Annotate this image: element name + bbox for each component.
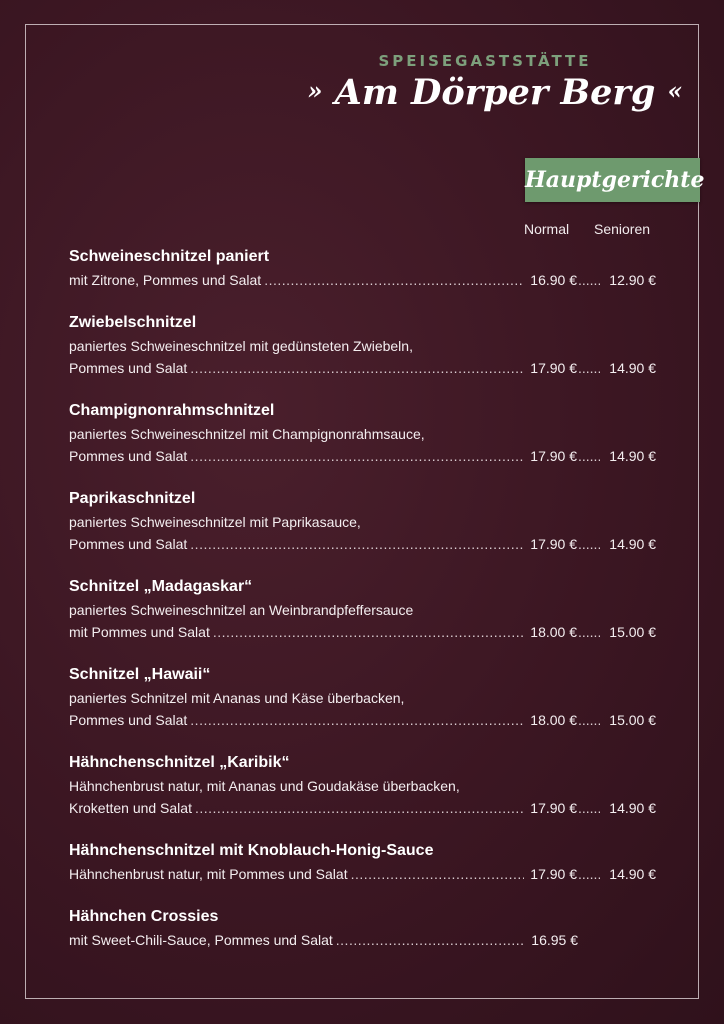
- item-description: Hähnchenbrust natur, mit Pommes und Salat: [69, 866, 348, 882]
- dot-leader: [578, 445, 600, 467]
- item-description: mit Sweet-Chili-Sauce, Pommes und Salat: [69, 932, 333, 948]
- dot-leader: [578, 797, 600, 819]
- price-normal: 17.90 €: [530, 448, 577, 464]
- menu-item: [69, 312, 656, 379]
- price-normal: 17.90 €: [530, 866, 577, 882]
- menu-item: [69, 488, 656, 555]
- item-description: paniertes Schweineschnitzel mit Paprikasauce,: [69, 514, 361, 530]
- menu-item: [69, 246, 656, 291]
- item-name: Hähnchenschnitzel „Karibik“: [69, 754, 290, 771]
- price-senior: 12.90 €: [609, 272, 656, 288]
- item-description: paniertes Schweineschnitzel an Weinbrandpfeffersauce: [69, 602, 414, 618]
- dot-leader: [264, 269, 524, 291]
- item-name: Champignonrahmschnitzel: [69, 402, 275, 419]
- item-price-line: [69, 929, 656, 951]
- section-tag: [525, 158, 705, 202]
- item-description: paniertes Schweineschnitzel mit Champignonrahmsauce,: [69, 426, 425, 442]
- restaurant-title: [300, 72, 690, 113]
- price-senior: 14.90 €: [609, 448, 656, 464]
- price-normal: 18.00 €: [530, 712, 577, 728]
- price-senior: 15.00 €: [609, 624, 656, 640]
- item-description: Pommes und Salat: [69, 712, 188, 728]
- price-senior: 14.90 €: [609, 800, 656, 816]
- price-normal: 16.95 €: [531, 932, 578, 948]
- item-price-line: [69, 357, 656, 379]
- dot-leader: [190, 533, 524, 555]
- price-normal: 18.00 €: [530, 624, 577, 640]
- dot-leader: [578, 357, 600, 379]
- price-normal: 17.90 €: [530, 360, 577, 376]
- menu-item: [69, 840, 656, 885]
- item-name: Zwiebelschnitzel: [69, 314, 197, 331]
- item-description: Kroketten und Salat: [69, 800, 192, 816]
- menu-item: [69, 664, 656, 731]
- column-header-senioren: Senioren: [594, 221, 651, 237]
- quote-open: »: [307, 76, 323, 105]
- dot-leader: [190, 357, 524, 379]
- item-description: mit Pommes und Salat: [69, 624, 210, 640]
- item-price-line: [69, 709, 656, 731]
- item-description: Pommes und Salat: [69, 448, 188, 464]
- dot-leader: [578, 621, 600, 643]
- dot-leader: [213, 621, 524, 643]
- item-description: paniertes Schnitzel mit Ananas und Käse überbacken,: [69, 690, 405, 706]
- item-description: Pommes und Salat: [69, 536, 188, 552]
- item-description: mit Zitrone, Pommes und Salat: [69, 272, 262, 288]
- price-normal: 17.90 €: [530, 800, 577, 816]
- price-senior: 15.00 €: [609, 712, 656, 728]
- item-price-line: [69, 863, 656, 885]
- item-description: Hähnchenbrust natur, mit Ananas und Goudakäse überbacken,: [69, 778, 460, 794]
- restaurant-name: Am Dörper Berg: [334, 72, 656, 113]
- price-normal: 16.90 €: [530, 272, 577, 288]
- dot-leader: [336, 929, 525, 951]
- dot-leader: [190, 709, 524, 731]
- dot-leader: [578, 269, 600, 291]
- dot-leader: [578, 863, 600, 885]
- quote-close: «: [667, 76, 683, 105]
- item-name: Paprikaschnitzel: [69, 490, 196, 507]
- section-label: Hauptgerichte: [525, 167, 705, 193]
- dot-leader: [195, 797, 524, 819]
- dot-leader: [578, 533, 600, 555]
- item-description: Pommes und Salat: [69, 360, 188, 376]
- item-price-line: [69, 445, 656, 467]
- menu-item: [69, 906, 656, 951]
- column-header-normal: Normal: [524, 221, 570, 237]
- restaurant-subtitle: SPEISEGASTSTÄTTE: [378, 52, 592, 70]
- price-senior: 14.90 €: [609, 360, 656, 376]
- item-name: Hähnchenschnitzel mit Knoblauch-Honig-Sauce: [69, 842, 434, 859]
- item-name: Schnitzel „Hawaii“: [69, 666, 211, 683]
- price-normal: 17.90 €: [530, 536, 577, 552]
- item-price-line: [69, 621, 656, 643]
- item-name: Hähnchen Crossies: [69, 908, 219, 925]
- price-senior: 14.90 €: [609, 536, 656, 552]
- item-price-line: [69, 533, 656, 555]
- item-price-line: [69, 269, 656, 291]
- item-name: Schnitzel „Madagaskar“: [69, 578, 253, 595]
- dot-leader: [190, 445, 524, 467]
- menu-item: [69, 400, 656, 467]
- item-price-line: [69, 797, 656, 819]
- item-description: paniertes Schweineschnitzel mit gedünsteten Zwiebeln,: [69, 338, 413, 354]
- dot-leader: [578, 709, 600, 731]
- menu-item: [69, 576, 656, 643]
- price-senior: 14.90 €: [609, 866, 656, 882]
- menu-item: [69, 752, 656, 819]
- item-name: Schweineschnitzel paniert: [69, 248, 270, 265]
- dot-leader: [351, 863, 524, 885]
